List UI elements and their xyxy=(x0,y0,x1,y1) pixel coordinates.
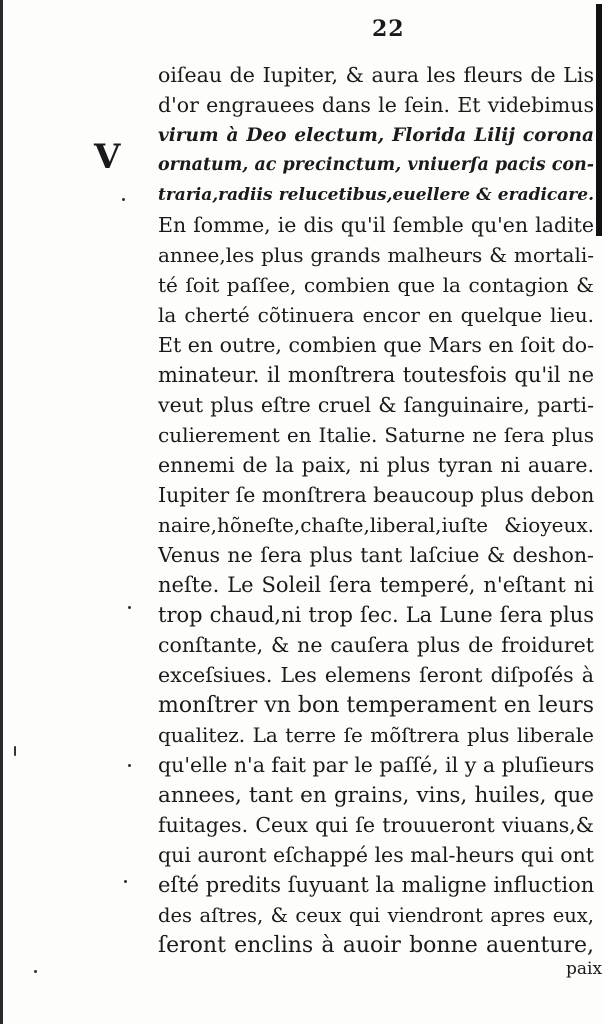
text-line: annees, tant en grains, vins, huiles, que xyxy=(158,783,594,808)
text-line: oiſeau de Iupiter, & aura les fleurs de Lis xyxy=(158,63,594,87)
text-line-italic: virum à Deo electum, Florida Lilij corona xyxy=(158,125,594,146)
text-line: conſtante, & ne cauſera plus de froiduret xyxy=(158,633,594,657)
text-line: fuitages. Ceux qui ſe trouueront viuans,& xyxy=(158,813,594,837)
text-line: exceſsiues. Les elemens ſeront diſpoſés à xyxy=(158,663,594,687)
ink-speck xyxy=(128,606,131,609)
text-line: des aſtres, & ceux qui viendront apres eux, xyxy=(158,904,594,927)
text-line: monſtrer vn bon temperament en leurs xyxy=(158,693,594,718)
text-line: d'or engrauees dans le ſein. Et videbimus xyxy=(158,93,594,117)
text-line: En ſomme, ie dis qu'il ſemble qu'en ladite xyxy=(158,213,594,237)
text-line-italic: ornatum, ac precinctum, vniuerſa pacis con- xyxy=(158,155,594,175)
ink-speck xyxy=(124,880,127,883)
text-line: trop chaud,ni trop ſec. La Lune ſera plus xyxy=(158,603,594,627)
text-line: qualitez. La terre ſe mõſtrera plus liberale xyxy=(158,723,594,747)
text-line: annee,les plus grands malheurs & mortali- xyxy=(158,243,594,267)
text-line: neſte. Le Soleil ſera temperé, n'eſtant ni xyxy=(158,573,594,597)
ink-speck xyxy=(128,764,131,767)
text-line: eſté predits ſuyuant la maligne influction xyxy=(158,873,594,897)
ink-speck xyxy=(34,970,37,973)
margin-letter: V xyxy=(94,137,121,177)
text-line: ennemi de la paix, ni plus tyran ni auare. xyxy=(158,453,594,477)
text-line: la cherté cõtinuera encor en quelque lieu. xyxy=(158,303,594,327)
text-line: veut plus eſtre cruel & ſanguinaire, parti- xyxy=(158,393,594,417)
page-number: 22 xyxy=(372,16,405,42)
text-line: té ſoit paſſee, combien que la contagion & xyxy=(158,273,594,297)
page-left-edge-shadow xyxy=(0,0,3,1024)
text-line: Et en outre, combien que Mars en ſoit do- xyxy=(158,333,594,357)
text-line: minateur. il monſtrera toutesfois qu'il ne xyxy=(158,363,594,387)
text-line: qui auront eſchappé les mal-heurs qui ont xyxy=(158,843,594,867)
catchword: paix xyxy=(566,959,603,979)
text-line: naire,hõneſte,chaſte,liberal,iuſte &ioyeux. xyxy=(158,513,594,537)
page-right-binding-rule xyxy=(596,4,602,236)
text-line: Venus ne ſera plus tant laſciue & deshon- xyxy=(158,543,594,567)
text-line: ſeront enclins à auoir bonne auenture, xyxy=(158,933,594,958)
text-line: Iupiter ſe monſtrera beaucoup plus debon xyxy=(158,483,594,507)
ink-speck xyxy=(122,198,125,201)
text-line: culierement en Italie. Saturne ne ſera plus xyxy=(158,423,594,447)
text-line-italic: traria,radiis relucetibus,euellere & eradicare. xyxy=(158,185,594,205)
ink-speck xyxy=(14,746,16,756)
text-line: qu'elle n'a fait par le paſſé, il y a pluſieurs xyxy=(158,753,594,777)
